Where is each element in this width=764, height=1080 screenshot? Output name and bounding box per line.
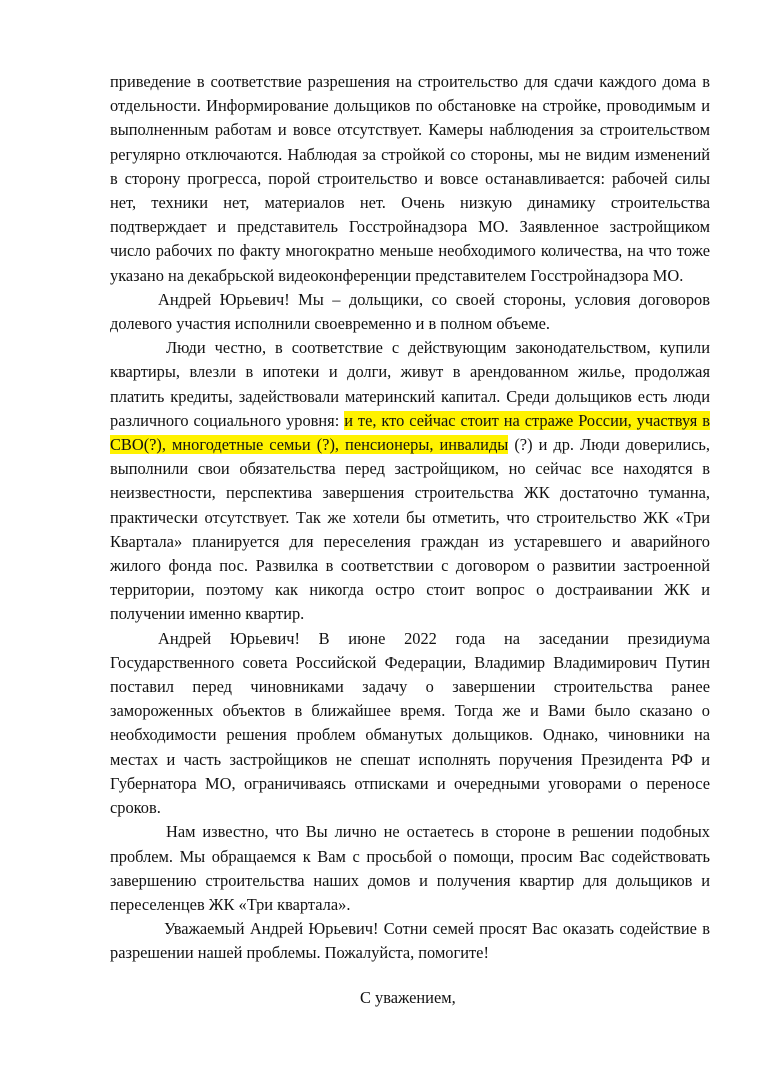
document-page bbox=[110, 70, 710, 1010]
paragraph-construction-status: приведение в соответствие разрешения на строительство для сдачи каждого дома в отдельности. Информирование дольщиков по обстановке на стройке, проводимым и выполненным работам и вовсе отсутствует. Камеры наблюдения за строительством регулярно отключаются. Наблюдая за стройкой со стороны, мы не видим изменений в сторону прогресса, порой строительство и вовсе останавливается: рабочей силы нет, техники нет, материалов нет. Очень низкую динамику строительства подтверждает и представитель Госстройнадзора МО. Заявленное застройщиком число рабочих по факту многократно меньше необходимого количества, на что тоже указано на декабрьской видеоконференции представителем Госстройнадзора МО. bbox=[110, 72, 710, 285]
highlighted-text: и те, кто сейчас стоит на страже России, участвуя в СВО(?), многодетные семьи (?), пенсионеры, инвалиды bbox=[110, 410, 710, 455]
paragraph-obligations-fulfilled: Андрей Юрьевич! Мы – дольщики, со своей стороны, условия договоров долевого участия исполнили своевременно и в полном объеме. bbox=[110, 289, 710, 334]
paragraph-presidium: Андрей Юрьевич! В июне 2022 года на заседании президиума Государственного совета Российской Федерации, Владимир Владимирович Путин поставил перед чиновниками задачу о завершении строительства ранее замороженных объектов в ближайшее время. Тогда же и Вами было сказано о необходимости решения проблем обманутых дольщиков. Однако, чиновники на местах и часть застройщиков не спешат исполнять поручения Президента РФ и Губернатора МО, ограничиваясь отписками и очередными уговорами о переносе сроков. bbox=[110, 628, 710, 818]
paragraph-shareholders-text-start: Люди честно, в соответствие с действующим законодательством, купили квартиры, влезли в ипотеки и долги, живут в арендованном жилье, продолжая платить кредиты, задействовали материнский капитал. Среди дольщиков есть люди различного социального уровня: bbox=[110, 338, 710, 430]
closing-regards: С уважением, bbox=[360, 987, 456, 1007]
paragraph-shareholders-text-end: (?) и др. Люди доверились, выполнили свои обязательства перед застройщиком, но сейчас все находятся в неизвестности, перспектива завершения строительства ЖК достаточно туманна, практически отсутствует. Так же хотели бы отметить, что строительство ЖК «Три Квартала» планируется для переселения граждан из устаревшего и аварийного жилого фонда пос. Развилка в соответствии с договором о развитии застроенной территории, поэтому как никогда остро стоит вопрос о достраивании ЖК и получении именно квартир. bbox=[110, 435, 710, 624]
paragraph-shareholders bbox=[110, 336, 710, 626]
paragraph-request-for-help: Нам известно, что Вы лично не остаетесь в стороне в решении подобных проблем. Мы обращаемся к Вам с просьбой о помощи, просим Вас содействовать завершению строительства наших домов и получения квартир для дольщиков и переселенцев ЖК «Три квартала». bbox=[110, 822, 710, 914]
paragraph-plea: Уважаемый Андрей Юрьевич! Сотни семей просят Вас оказать содействие в разрешении нашей проблемы. Пожалуйста, помогите! bbox=[110, 919, 710, 963]
